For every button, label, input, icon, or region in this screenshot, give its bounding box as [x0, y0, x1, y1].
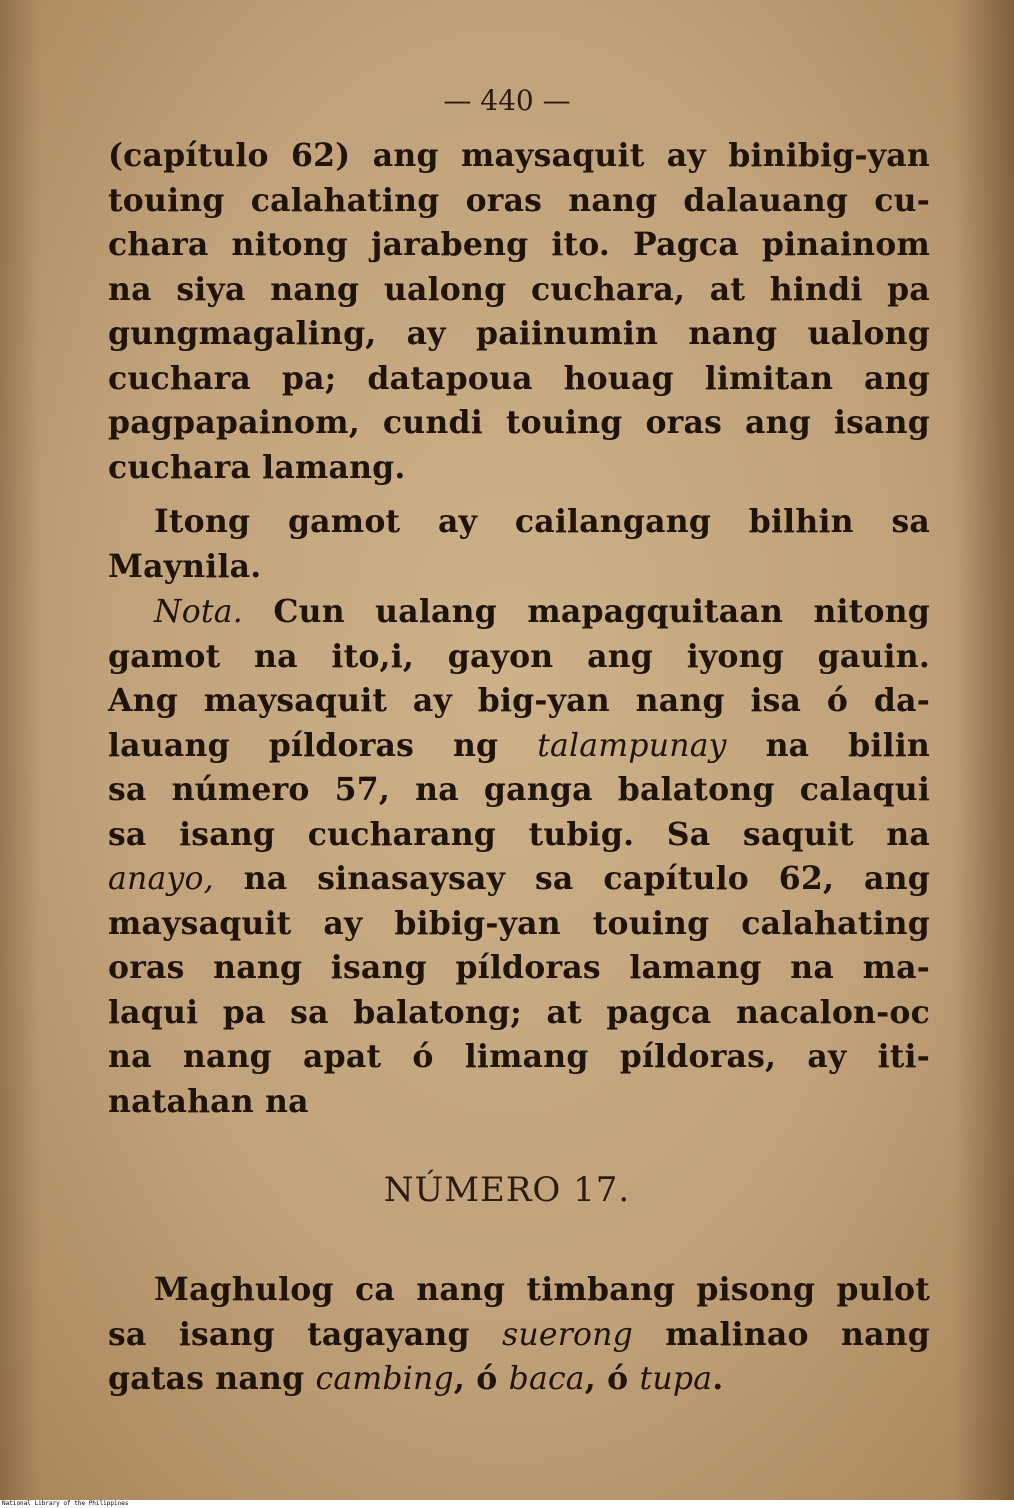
text-line: lauang píldoras ng talampunay na bilin	[108, 726, 931, 764]
italic-word: tupa	[639, 1361, 713, 1397]
text-line: pagpapainom, cundi touing oras ang isang	[108, 404, 930, 441]
text-line: Ang maysaquit ay big-yan nang isa ó da-	[108, 682, 930, 719]
italic-word: Nota.	[154, 594, 243, 630]
text-line: natahan na	[108, 1082, 309, 1120]
text-line: na nang apat ó limang píldoras, ay iti-	[108, 1038, 930, 1075]
italic-word: anayo,	[108, 861, 214, 897]
italic-word: cambing	[315, 1361, 454, 1397]
page-shadow-left	[0, 0, 40, 1500]
text-line: Nota. Cun ualang mapagquitaan nitong	[154, 593, 930, 630]
text-line: (capítulo 62) ang maysaquit ay binibig-yan	[108, 137, 930, 174]
text-line: maysaquit ay bibig-yan touing calahating	[108, 904, 930, 942]
text-line: Maghulog ca nang timbang pisong pulot	[154, 1271, 930, 1308]
footer-bar	[0, 1500, 1014, 1508]
library-credit: National Library of the Philippines	[2, 1500, 129, 1507]
text-line: gungmagaling, ay paiinumin nang ualong	[108, 315, 930, 352]
text-line: sa isang cucharang tubig. Sa saquit na	[108, 815, 930, 853]
text-line: sa isang tagayang suerong malinao nang	[108, 1315, 931, 1353]
paragraph-2	[108, 500, 930, 589]
paragraph-nota	[108, 590, 930, 1124]
text-line: cuchara pa; datapoua houag limitan ang	[108, 359, 930, 397]
italic-word: suerong	[502, 1316, 634, 1353]
text-line: gamot na ito,i, gayon ang iyong gauin.	[108, 637, 930, 675]
text-line: oras nang isang píldoras lamang na ma-	[108, 949, 930, 986]
page-shadow-right	[954, 0, 1014, 1500]
text-line: touing calahating oras nang dalauang cu-	[108, 181, 930, 219]
text-line: laqui pa sa balatong; at pagca nacalon-oc	[108, 993, 930, 1031]
italic-word: talampunay	[537, 727, 727, 764]
text-line: gatas nang cambing, ó baca, ó tupa.	[108, 1360, 724, 1397]
section-heading: NÚMERO 17.	[383, 1170, 631, 1210]
text-line: sa número 57, na ganga balatong calaqui	[108, 771, 930, 808]
page-number: — 440 —	[443, 84, 571, 117]
italic-word: baca	[508, 1361, 585, 1397]
paragraph-numero-17	[108, 1268, 930, 1402]
text-line: Maynila.	[108, 547, 262, 585]
text-line: Itong gamot ay cailangang bilhin sa	[154, 503, 930, 540]
paragraph-1	[108, 134, 930, 490]
text-line: na siya nang ualong cuchara, at hindi pa	[108, 270, 930, 308]
text-line: chara nitong jarabeng ito. Pagca pinainom	[108, 226, 930, 263]
text-line: cuchara lamang.	[108, 448, 406, 486]
text-line: anayo, na sinasaysay sa capítulo 62, ang	[108, 860, 930, 897]
